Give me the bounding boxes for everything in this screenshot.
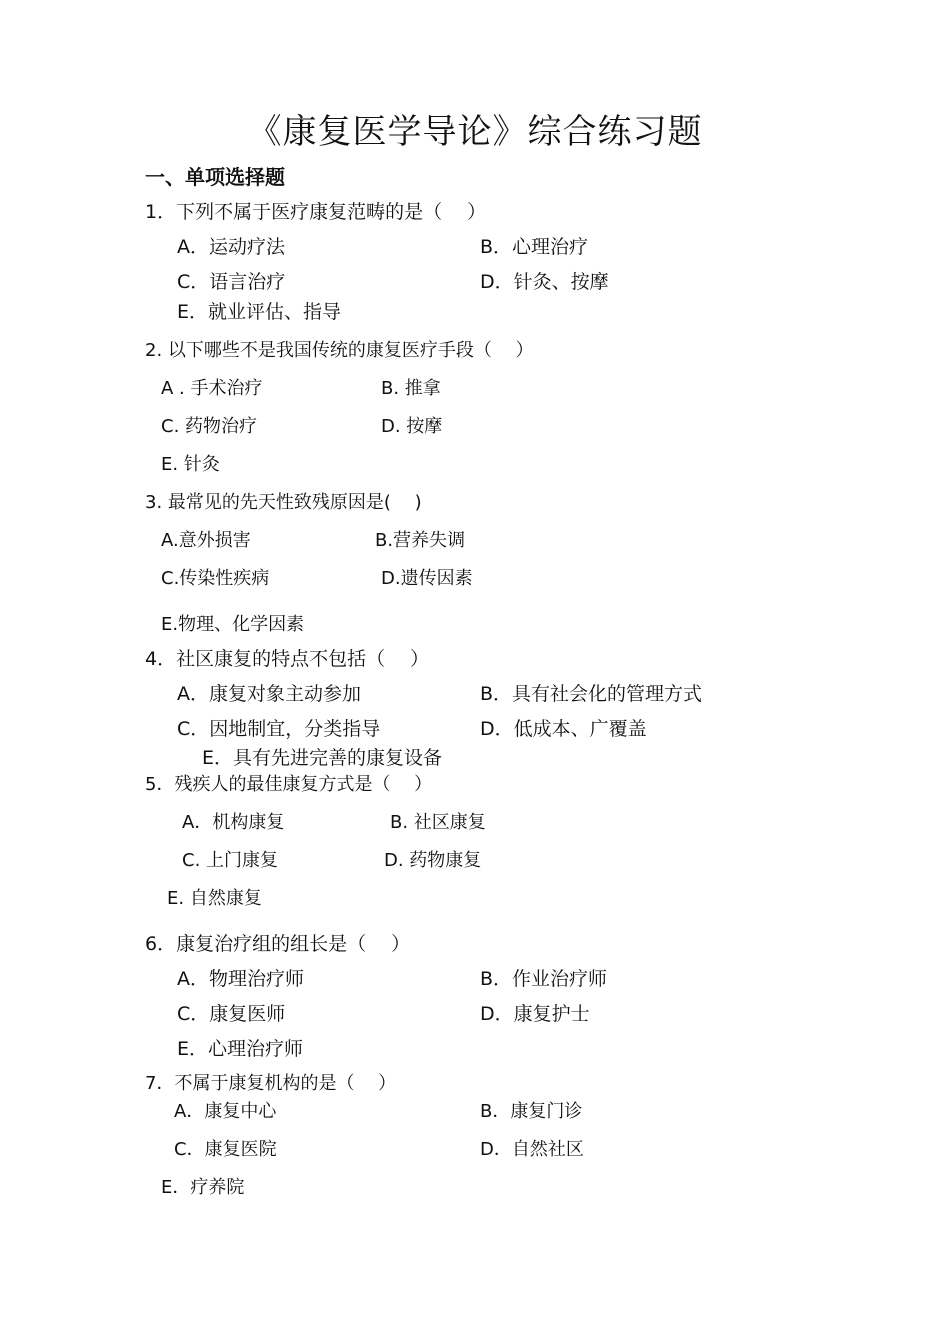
- question-6-option-a: A．物理治疗师: [177, 968, 304, 990]
- question-3-option-d: D.遗传因素: [381, 568, 473, 589]
- question-7-option-a: A．康复中心: [174, 1101, 277, 1122]
- question-4-option-e: E．具有先进完善的康复设备: [202, 747, 443, 769]
- question-5-option-a: A．机构康复: [182, 812, 285, 833]
- question-2-option-c: C. 药物治疗: [161, 416, 258, 437]
- question-5-option-b: B. 社区康复: [390, 812, 486, 833]
- question-7-option-b: B．康复门诊: [480, 1101, 583, 1122]
- question-6-option-b: B．作业治疗师: [480, 968, 608, 990]
- question-1-option-e: E．就业评估、指导: [177, 301, 342, 323]
- question-1-stem: 1．下列不属于医疗康复范畴的是（ ）: [145, 201, 487, 223]
- question-2-stem: 2. 以下哪些不是我国传统的康复医疗手段（ ）: [145, 340, 534, 361]
- question-4-stem: 4．社区康复的特点不包括（ ）: [145, 648, 430, 670]
- question-2-option-e: E. 针灸: [161, 454, 220, 475]
- question-4-option-d: D．低成本、广覆盖: [480, 718, 647, 740]
- question-2-option-b: B. 推拿: [381, 378, 441, 399]
- question-3-option-b: B.营养失调: [375, 530, 466, 551]
- question-7-option-d: D．自然社区: [480, 1139, 584, 1160]
- question-1-option-a: A．运动疗法: [177, 236, 285, 258]
- section-heading: 一、单项选择题: [145, 165, 285, 189]
- question-4-option-b: B．具有社会化的管理方式: [480, 683, 703, 705]
- question-5-option-c: C. 上门康复: [182, 850, 279, 871]
- question-7-option-c: C．康复医院: [174, 1139, 277, 1160]
- question-3-stem: 3. 最常见的先天性致残原因是( ): [145, 492, 422, 513]
- question-2-option-a: A . 手术治疗: [161, 378, 263, 399]
- question-1-option-c: C．语言治疗: [177, 271, 286, 293]
- question-5-stem: 5．残疾人的最佳康复方式是（ ）: [145, 774, 433, 795]
- question-2-option-d: D. 按摩: [381, 416, 443, 437]
- question-7-stem: 7．不属于康复机构的是（ ）: [145, 1073, 397, 1094]
- question-6-option-e: E．心理治疗师: [177, 1038, 304, 1060]
- question-1-option-d: D．针灸、按摩: [480, 271, 609, 293]
- question-5-option-d: D. 药物康复: [384, 850, 482, 871]
- question-6-option-c: C．康复医师: [177, 1003, 286, 1025]
- question-4-option-c: C．因地制宜，分类指导: [177, 718, 381, 740]
- question-6-stem: 6．康复治疗组的组长是（ ）: [145, 933, 411, 955]
- document-title: 《康复医学导论》综合练习题: [247, 112, 703, 152]
- question-4-option-a: A．康复对象主动参加: [177, 683, 361, 705]
- question-1-option-b: B．心理治疗: [480, 236, 589, 258]
- question-7-option-e: E．疗养院: [161, 1177, 245, 1198]
- question-5-option-e: E. 自然康复: [167, 888, 262, 909]
- question-6-option-d: D．康复护士: [480, 1003, 590, 1025]
- question-3-option-a: A.意外损害: [161, 530, 251, 551]
- question-3-option-c: C.传染性疾病: [161, 568, 270, 589]
- question-3-option-e: E.物理、化学因素: [161, 614, 305, 635]
